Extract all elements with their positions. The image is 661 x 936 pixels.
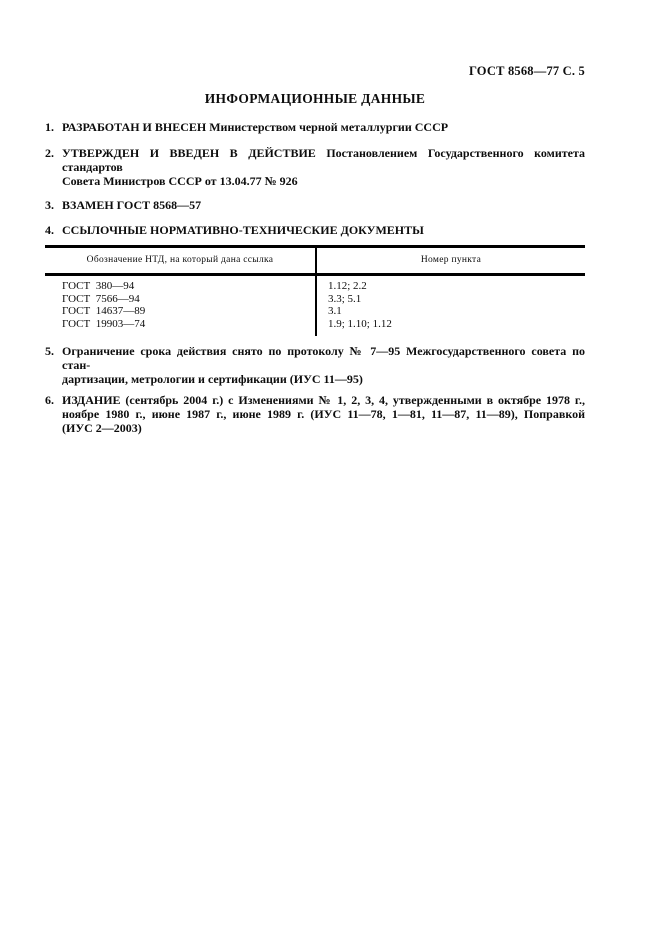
- item-number: 3.: [45, 198, 54, 212]
- item-text-line: Ограничение срока действия снято по протоколу № 7—95 Межгосударственного совета по стан-: [62, 344, 585, 372]
- table-cell-punkt: 3.1: [328, 305, 342, 317]
- table-header-row: [45, 248, 585, 276]
- item-text-line: Совета Министров СССР от 13.04.77 № 926: [62, 174, 298, 188]
- table-body: [45, 276, 585, 336]
- list-item-3: [45, 198, 585, 212]
- list-item-1: [45, 120, 585, 134]
- item-text: [62, 120, 585, 134]
- item-text-line: ИЗДАНИЕ (сентябрь 2004 г.) с Изменениями № 1, 2, 3, 4, утвержденными в октябре 1978 г.,: [62, 393, 585, 407]
- item-number: 2.: [45, 146, 54, 160]
- page-title: ИНФОРМАЦИОННЫЕ ДАННЫЕ: [204, 91, 426, 106]
- item-text-line: РАЗРАБОТАН И ВНЕСЕН Министерством черной металлургии СССР: [62, 120, 449, 134]
- item-text: [62, 146, 585, 188]
- item-text-line: УТВЕРЖДЕН И ВВЕДЕН В ДЕЙСТВИЕ Постановлением Государственного комитета стандартов: [62, 146, 585, 174]
- table-header-punkt: Номер пункта: [420, 255, 482, 265]
- list-item-5: [45, 344, 585, 386]
- item-number: 1.: [45, 120, 54, 134]
- item-text: [62, 344, 585, 386]
- item-number: 5.: [45, 344, 54, 358]
- item-text-line: ССЫЛОЧНЫЕ НОРМАТИВНО-ТЕХНИЧЕСКИЕ ДОКУМЕНТЫ: [62, 223, 424, 237]
- list-item-2: [45, 146, 585, 188]
- table-cell-ntd: ГОСТ 380—94: [62, 280, 135, 292]
- list-item-4: [45, 223, 585, 237]
- item-number: 4.: [45, 223, 54, 237]
- table-header-ntd: Обозначение НТД, на который дана ссылка: [45, 248, 317, 273]
- table-cell-punkt: 1.9; 1.10; 1.12: [328, 317, 392, 330]
- table-cell-punkt: 1.12; 2.2: [328, 280, 367, 292]
- doc-number-page-ref: ГОСТ 8568—77 С. 5: [468, 64, 585, 78]
- page-header: [45, 64, 585, 78]
- table-cell-punkt: 3.3; 5.1: [328, 292, 362, 305]
- table-cell-ntd: ГОСТ 14637—89: [62, 305, 146, 317]
- table-column-ntd: [45, 276, 317, 336]
- table-cell-ntd: ГОСТ 19903—74: [62, 317, 146, 330]
- table-column-punkt: [317, 276, 585, 336]
- item-text-line: (ИУС 2—2003): [62, 421, 142, 435]
- table-cell-ntd: ГОСТ 7566—94: [62, 292, 140, 305]
- item-text-line: ВЗАМЕН ГОСТ 8568—57: [62, 198, 202, 212]
- list-item-6: [45, 393, 585, 435]
- item-text-line: дартизации, метрологии и сертификации (ИУС 11—95): [62, 372, 363, 386]
- item-text: [62, 393, 585, 435]
- item-text-line: ноябре 1980 г., июне 1987 г., июне 1989 г. (ИУС 11—78, 1—81, 11—87, 11—89), Поправкой: [62, 407, 585, 421]
- item-text: [62, 223, 585, 237]
- reference-table: [45, 245, 585, 336]
- item-text: [62, 198, 585, 212]
- item-number: 6.: [45, 393, 54, 407]
